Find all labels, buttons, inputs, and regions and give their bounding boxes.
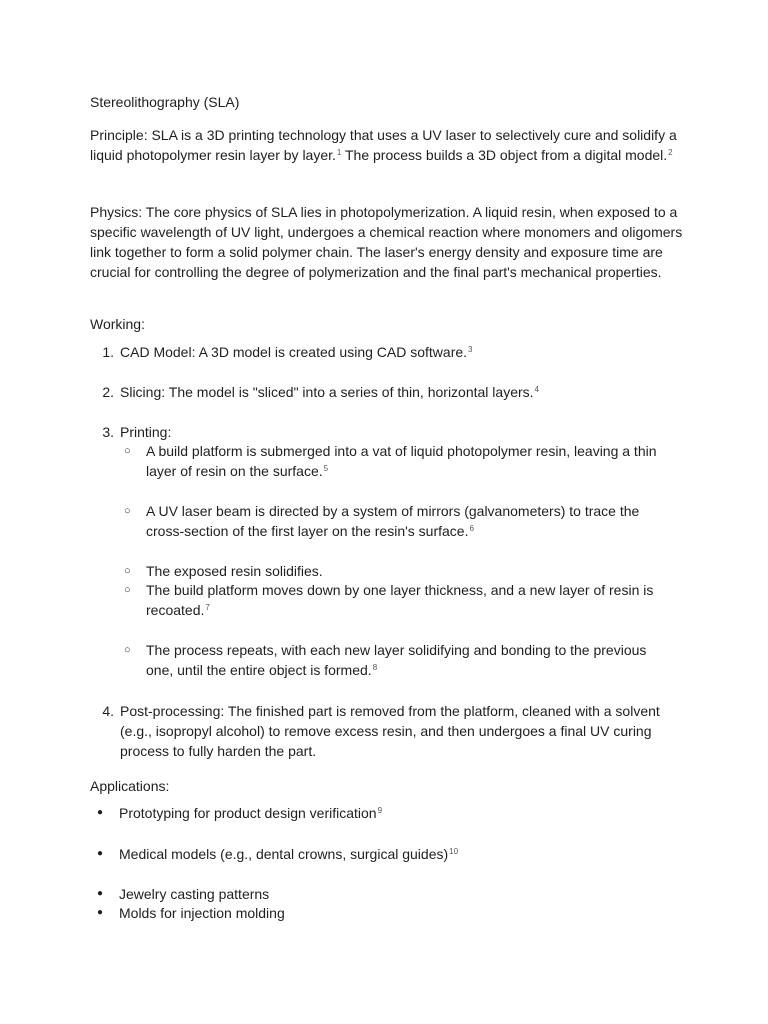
step-1-text: CAD Model: A 3D model is created using CAD software. [120,344,468,360]
substep-5-text: The process repeats, with each new layer solidifying and bonding to the previous one, until the entire object is formed. [146,642,647,678]
substep-3 [124,561,670,581]
step-3-text: Printing: [120,424,172,440]
hollow-bullet-icon: ○ [124,644,131,656]
footnote-ref-7[interactable]: 7 [205,603,210,612]
bullet-icon: ● [97,848,104,859]
hollow-bullet-icon: ○ [124,565,131,577]
footnote-ref-3[interactable]: 3 [468,345,473,354]
footnote-ref-5[interactable]: 5 [323,464,329,473]
substep-1 [124,441,670,481]
substep-2-text: A UV laser beam is directed by a system of mirrors (galvanometers) to trace the cross-section of the first layer on the resin's surface. [146,503,640,539]
application-item-3 [97,884,679,904]
application-3-text: Jewelry casting patterns [119,886,270,902]
substep-4 [124,580,670,620]
application-2-text: Medical models (e.g., dental crowns, surgical guides) [119,846,449,862]
physics-paragraph: Physics: The core physics of SLA lies in photopolymerization. A liquid resin, when exposed to a specific wavelength of UV light, undergoes a chemical reaction where monomers and oligomers link together to form a solid polymer chain. The laser's energy density and exposure time are crucial for controlling the degree of polymerization and the final part's mechanical properties. [90,204,683,280]
bullet-icon: ● [97,907,104,918]
application-1-text: Prototyping for product design verification [119,805,377,821]
principle-paragraph [90,125,690,165]
principle-text-b: The process builds a 3D object from a digital model. [341,147,668,163]
step-3-number: 3. [102,424,114,440]
working-heading: Working: [90,316,145,332]
step-4-number: 4. [102,703,114,719]
footnote-ref-9[interactable]: 9 [377,806,383,815]
footnote-ref-4[interactable]: 4 [534,385,539,394]
step-2-number: 2. [102,384,114,400]
footnote-ref-1[interactable]: 1 [336,148,342,157]
application-item-2 [97,844,679,864]
footnote-ref-10[interactable]: 10 [449,847,459,856]
substep-3-text: The exposed resin solidifies. [146,563,323,579]
substep-4-text: The build platform moves down by one layer thickness, and a new layer of resin is recoated. [146,582,654,618]
step-4 [102,701,670,761]
substep-5 [124,640,670,680]
application-4-text: Molds for injection molding [119,905,285,921]
applications-heading: Applications: [90,778,170,794]
footnote-ref-8[interactable]: 8 [372,663,378,672]
step-2-text: Slicing: The model is "sliced" into a series of thin, horizontal layers. [120,384,534,400]
substep-2 [124,501,670,541]
hollow-bullet-icon: ○ [124,445,131,457]
principle-text-a: Principle: SLA is a 3D printing technology that uses a UV laser to selectively cure and solidify a liquid photopolymer resin layer by layer. [90,127,677,163]
hollow-bullet-icon: ○ [124,584,131,596]
hollow-bullet-icon: ○ [124,505,131,517]
step-3 [102,422,680,442]
step-4-text: Post-processing: The finished part is removed from the platform, cleaned with a solvent (e.g., isopropyl alcohol) to remove excess resin, and then undergoes a final UV curing process to fully harden the part. [120,703,660,759]
substep-1-text: A build platform is submerged into a vat of liquid photopolymer resin, leaving a thin layer of resin on the surface. [146,443,657,479]
application-item-1 [97,803,679,823]
bullet-icon: ● [97,807,104,818]
bullet-icon: ● [97,888,104,899]
step-1 [102,342,680,362]
step-2 [102,382,680,402]
footnote-ref-6[interactable]: 6 [469,524,474,533]
document-title: Stereolithography (SLA) [90,94,240,110]
application-item-4 [97,903,679,923]
footnote-ref-2[interactable]: 2 [668,148,673,157]
step-1-number: 1. [102,344,114,360]
